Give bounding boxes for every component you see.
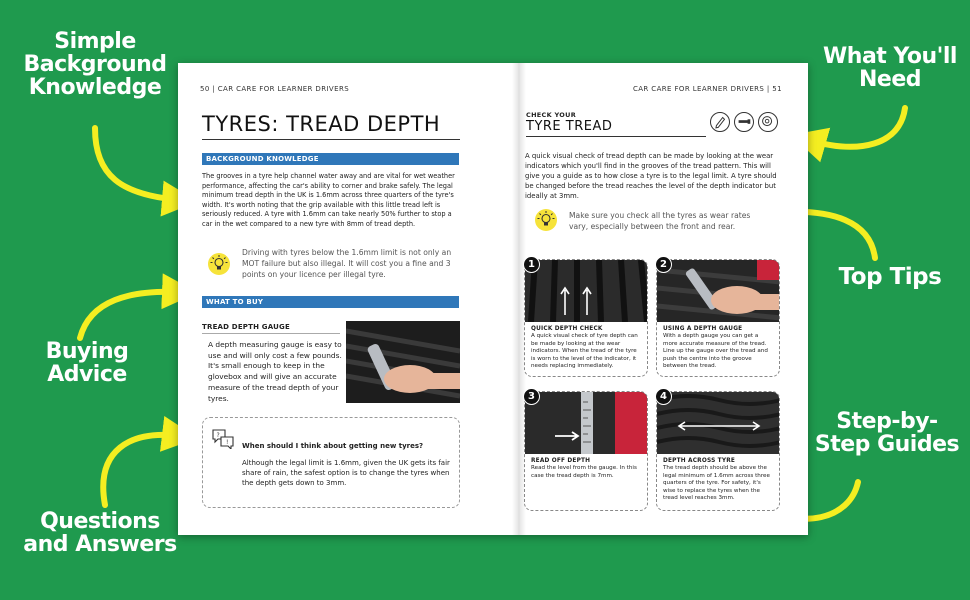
arrow-qa	[103, 435, 180, 505]
svg-text:?: ?	[216, 432, 220, 439]
callout-top-tips: Top Tips	[838, 264, 942, 290]
step-number: 3	[523, 388, 540, 405]
left-running-head: 50 | CAR CARE FOR LEARNER DRIVERS	[200, 85, 350, 93]
check-your-label: CHECK YOUR	[526, 111, 577, 119]
what-to-buy-bar: WHAT TO BUY	[202, 296, 459, 308]
title-rule	[202, 139, 460, 140]
pencil-icon	[710, 112, 730, 132]
svg-text:!: !	[226, 439, 229, 446]
arrow-need	[808, 108, 905, 147]
callout-buying-advice: Buying Advice	[45, 339, 129, 388]
step-card	[656, 259, 780, 377]
tyre-tread-heading: TYRE TREAD	[526, 119, 613, 134]
page-title: TYRES: TREAD DEPTH	[202, 112, 441, 136]
step-photo-gauge	[657, 260, 779, 322]
gauge-tool-icon	[734, 112, 754, 132]
background-knowledge-bar: BACKGROUND KNOWLEDGE	[202, 153, 459, 165]
step-card	[656, 391, 780, 511]
step-photo-tyre-width	[657, 392, 779, 454]
callout-step-by-step: Step-by-Step Guides	[814, 409, 960, 458]
left-tip-text: Driving with tyres below the 1.6mm limit is not only an MOT failure but also illegal. It will cost you a fine and 3 points on your licence per illegal tyre.	[242, 248, 452, 279]
callout-questions-answers: Questions and Answers	[23, 509, 177, 558]
lightbulb-icon	[208, 253, 230, 275]
step-title: USING A DEPTH GAUGE	[663, 326, 743, 332]
step-text: Read the level from the gauge. In this case the tread depth is 7mm.	[531, 465, 637, 479]
question-answer-icon	[212, 429, 234, 449]
background-text: The grooves in a tyre help channel water away and are vital for wet weather performance, affecting the car's ability to corner and brake safely. The legal minimum tread depth in the UK is 1.6mm across three quarters of the tyre's width. It's worth noting that the grip available with this little tread left is seriously reduced. A tyre with 1.6mm can take nearly 50% further to stop a car in the wet compared to a new tyre with 8mm of tread depth.	[202, 172, 455, 228]
step-text: With a depth gauge you can get a more accurate measure of the tread. Line up the gauge over the tread and push the centre into the groove between the tread.	[663, 333, 768, 370]
gauge-rule	[202, 333, 340, 334]
lightbulb-icon	[535, 209, 557, 231]
arrow-background	[95, 128, 180, 200]
qa-answer: Although the legal limit is 1.6mm, given the UK gets its fair share of rain, the safest option is to change the tyres when the depth gets down to 3mm.	[242, 459, 450, 488]
gauge-text: A depth measuring gauge is easy to use and will only cost a few pounds. It's small enough to keep in the glovebox and will give an accurate measure of the tread depth of your tyres.	[208, 340, 342, 403]
heading-rule	[526, 136, 706, 137]
step-title: QUICK DEPTH CHECK	[531, 326, 603, 332]
book-spread	[178, 63, 808, 535]
step-photo-tread	[525, 260, 647, 322]
qa-question: When should I think about getting new tyres?	[242, 442, 424, 450]
step-number: 4	[655, 388, 672, 405]
callout-what-youll-need: What You'll Need	[823, 44, 957, 93]
step-number: 2	[655, 256, 672, 273]
right-running-head: CAR CARE FOR LEARNER DRIVERS | 51	[632, 85, 782, 93]
step-card	[524, 391, 648, 511]
step-text: The tread depth should be above the legal minimum of 1.6mm across three quarters of the tyre. For safety, it's wise to replace the tyres when the tread level reaches 3mm.	[663, 465, 770, 502]
check-intro: A quick visual check of tread depth can be made by looking at the wear indicators which you'll find in the grooves of the tread pattern. This will give you a guide as to how close a tyre is to the legal limit. A tyre should be changed before the tread reaches the level of the depth indicator but ideally at 3mm.	[525, 152, 777, 200]
step-number: 1	[523, 256, 540, 273]
right-tip-text: Make sure you check all the tyres as wear rates vary, especially between the front and rear.	[569, 211, 751, 231]
step-title: DEPTH ACROSS TYRE	[663, 458, 736, 464]
gauge-heading: TREAD DEPTH GAUGE	[202, 323, 290, 331]
tread-gauge-photo	[346, 321, 460, 403]
tyre-icon	[758, 112, 778, 132]
step-photo-read-gauge	[525, 392, 647, 454]
callout-background-knowledge: Simple Background Knowledge	[23, 29, 167, 101]
step-card	[524, 259, 648, 377]
step-text: A quick visual check of tyre depth can be made by looking at the wear indicators. When the tread of the tyre is worn to the level of the indicator, it needs replacing immediately.	[531, 333, 638, 370]
arrow-buying	[80, 292, 180, 338]
step-title: READ OFF DEPTH	[531, 458, 591, 464]
